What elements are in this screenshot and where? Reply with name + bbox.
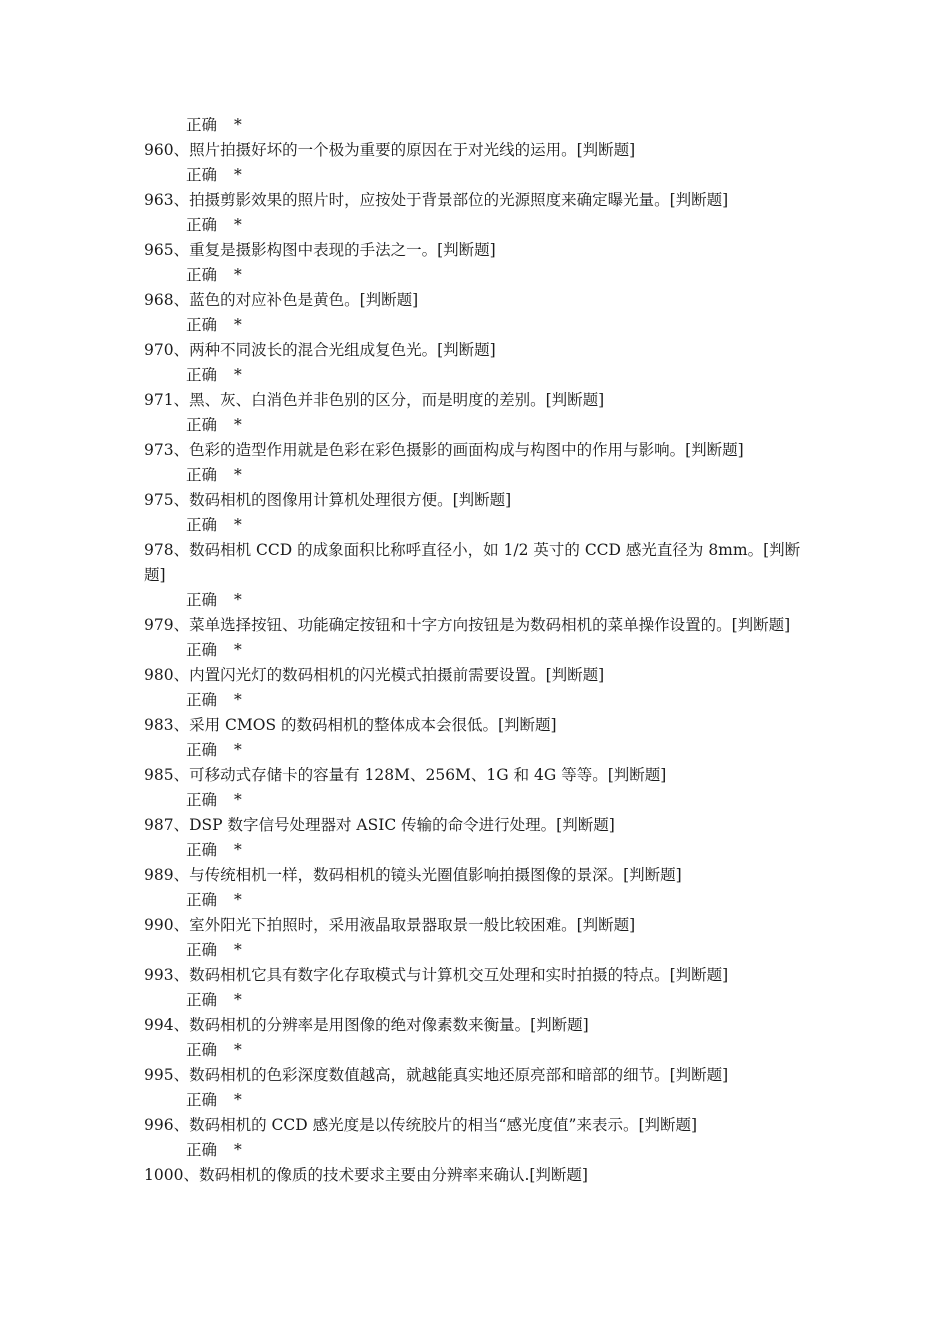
question-text: 采用 CMOS 的数码相机的整体成本会很低。[判断题] [189,716,557,734]
question-number: 968、 [144,291,190,309]
answer-line [144,638,810,663]
answer-line [144,788,810,813]
question-item [144,813,810,838]
question-item [144,138,810,163]
question-text: 数码相机的 CCD 感光度是以传统胶片的相当“感光度值”来表示。[判断题] [189,1116,698,1134]
answer-star: * [234,416,242,434]
question-item [144,913,810,938]
answer-star: * [234,591,242,609]
answer-label: 正确 [186,1141,218,1159]
question-list [144,113,810,1188]
answer-line [144,1038,810,1063]
answer-line [144,113,810,138]
question-text: 重复是摄影构图中表现的手法之一。[判断题] [189,241,496,259]
answer-line [144,313,810,338]
answer-label: 正确 [186,1091,218,1109]
answer-label: 正确 [186,691,218,709]
answer-star: * [234,216,242,234]
question-number: 990、 [144,916,190,934]
question-item [144,338,810,363]
answer-label: 正确 [186,641,218,659]
answer-line [144,463,810,488]
answer-line [144,588,810,613]
question-text: 蓝色的对应补色是黄色。[判断题] [189,291,419,309]
question-item [144,1063,810,1088]
answer-label: 正确 [186,1041,218,1059]
answer-line [144,888,810,913]
question-item [144,713,810,738]
answer-star: * [234,366,242,384]
answer-line [144,1138,810,1163]
question-text: 照片拍摄好坏的一个极为重要的原因在于对光线的运用。[判断题] [189,141,636,159]
question-number: 978、 [144,541,190,559]
answer-line [144,263,810,288]
answer-label: 正确 [186,216,218,234]
answer-star: * [234,1091,242,1109]
answer-label: 正确 [186,416,218,434]
question-number: 996、 [144,1116,190,1134]
answer-label: 正确 [186,791,218,809]
answer-star: * [234,741,242,759]
question-number: 987、 [144,816,190,834]
answer-label: 正确 [186,941,218,959]
answer-label: 正确 [186,891,218,909]
answer-line [144,1088,810,1113]
question-text: 数码相机的像质的技术要求主要由分辨率来确认.[判断题] [198,1166,588,1184]
question-number: 995、 [144,1066,190,1084]
question-item [144,963,810,988]
answer-label: 正确 [186,316,218,334]
question-item [144,1113,810,1138]
answer-star: * [234,791,242,809]
question-number: 993、 [144,966,190,984]
question-text: 两种不同波长的混合光组成复色光。[判断题] [189,341,496,359]
answer-label: 正确 [186,741,218,759]
question-number: 970、 [144,341,190,359]
question-text: 内置闪光灯的数码相机的闪光模式拍摄前需要设置。[判断题] [189,666,605,684]
question-item [144,538,810,588]
answer-star: * [234,991,242,1009]
question-number: 980、 [144,666,190,684]
answer-line [144,738,810,763]
question-number: 983、 [144,716,190,734]
question-number: 963、 [144,191,190,209]
question-item [144,238,810,263]
answer-line [144,513,810,538]
question-text: 可移动式存储卡的容量有 128M、256M、1G 和 4G 等等。[判断题] [189,766,667,784]
question-item [144,763,810,788]
question-text: 拍摄剪影效果的照片时，应按处于背景部位的光源照度来确定曝光量。[判断题] [189,191,729,209]
answer-star: * [234,641,242,659]
question-number: 960、 [144,141,190,159]
question-number: 971、 [144,391,190,409]
answer-label: 正确 [186,516,218,534]
answer-star: * [234,266,242,284]
answer-line [144,413,810,438]
question-text: 数码相机它具有数字化存取模式与计算机交互处理和实时拍摄的特点。[判断题] [189,966,729,984]
answer-label: 正确 [186,366,218,384]
question-number: 975、 [144,491,190,509]
answer-star: * [234,116,242,134]
answer-star: * [234,941,242,959]
question-text: 数码相机的色彩深度数值越高，就越能真实地还原亮部和暗部的细节。[判断题] [189,1066,729,1084]
question-number: 1000、 [144,1166,199,1184]
answer-line [144,688,810,713]
answer-line [144,363,810,388]
answer-star: * [234,891,242,909]
question-number: 973、 [144,441,190,459]
question-text: 室外阳光下拍照时，采用液晶取景器取景一般比较困难。[判断题] [189,916,636,934]
answer-line [144,938,810,963]
answer-star: * [234,1141,242,1159]
question-text: 数码相机 CCD 的成象面积比称呼直径小，如 1/2 英寸的 CCD 感光直径为 8mm。[判断题] [144,541,801,584]
answer-label: 正确 [186,841,218,859]
question-number: 989、 [144,866,190,884]
question-text: 数码相机的图像用计算机处理很方便。[判断题] [189,491,512,509]
question-text: DSP 数字信号处理器对 ASIC 传输的命令进行处理。[判断题] [189,816,615,834]
answer-star: * [234,691,242,709]
answer-star: * [234,841,242,859]
answer-star: * [234,316,242,334]
answer-star: * [234,1041,242,1059]
question-item [144,488,810,513]
answer-line [144,213,810,238]
answer-label: 正确 [186,591,218,609]
answer-label: 正确 [186,166,218,184]
question-text: 数码相机的分辨率是用图像的绝对像素数来衡量。[判断题] [189,1016,589,1034]
question-item [144,613,810,638]
question-number: 985、 [144,766,190,784]
question-item [144,1013,810,1038]
question-item [144,1163,810,1188]
question-item [144,863,810,888]
answer-star: * [234,466,242,484]
answer-line [144,838,810,863]
question-item [144,663,810,688]
question-item [144,438,810,463]
question-text: 菜单选择按钮、功能确定按钮和十字方向按钮是为数码相机的菜单操作设置的。[判断题] [189,616,791,634]
answer-label: 正确 [186,116,218,134]
question-number: 979、 [144,616,190,634]
answer-label: 正确 [186,991,218,1009]
answer-line [144,163,810,188]
question-number: 994、 [144,1016,190,1034]
answer-star: * [234,166,242,184]
question-text: 黑、灰、白消色并非色别的区分，而是明度的差别。[判断题] [189,391,605,409]
question-text: 色彩的造型作用就是色彩在彩色摄影的画面构成与构图中的作用与影响。[判断题] [189,441,744,459]
question-item [144,388,810,413]
answer-label: 正确 [186,466,218,484]
question-text: 与传统相机一样，数码相机的镜头光圈值影响拍摄图像的景深。[判断题] [189,866,682,884]
answer-star: * [234,516,242,534]
question-item [144,288,810,313]
question-number: 965、 [144,241,190,259]
question-item [144,188,810,213]
answer-label: 正确 [186,266,218,284]
answer-line [144,988,810,1013]
